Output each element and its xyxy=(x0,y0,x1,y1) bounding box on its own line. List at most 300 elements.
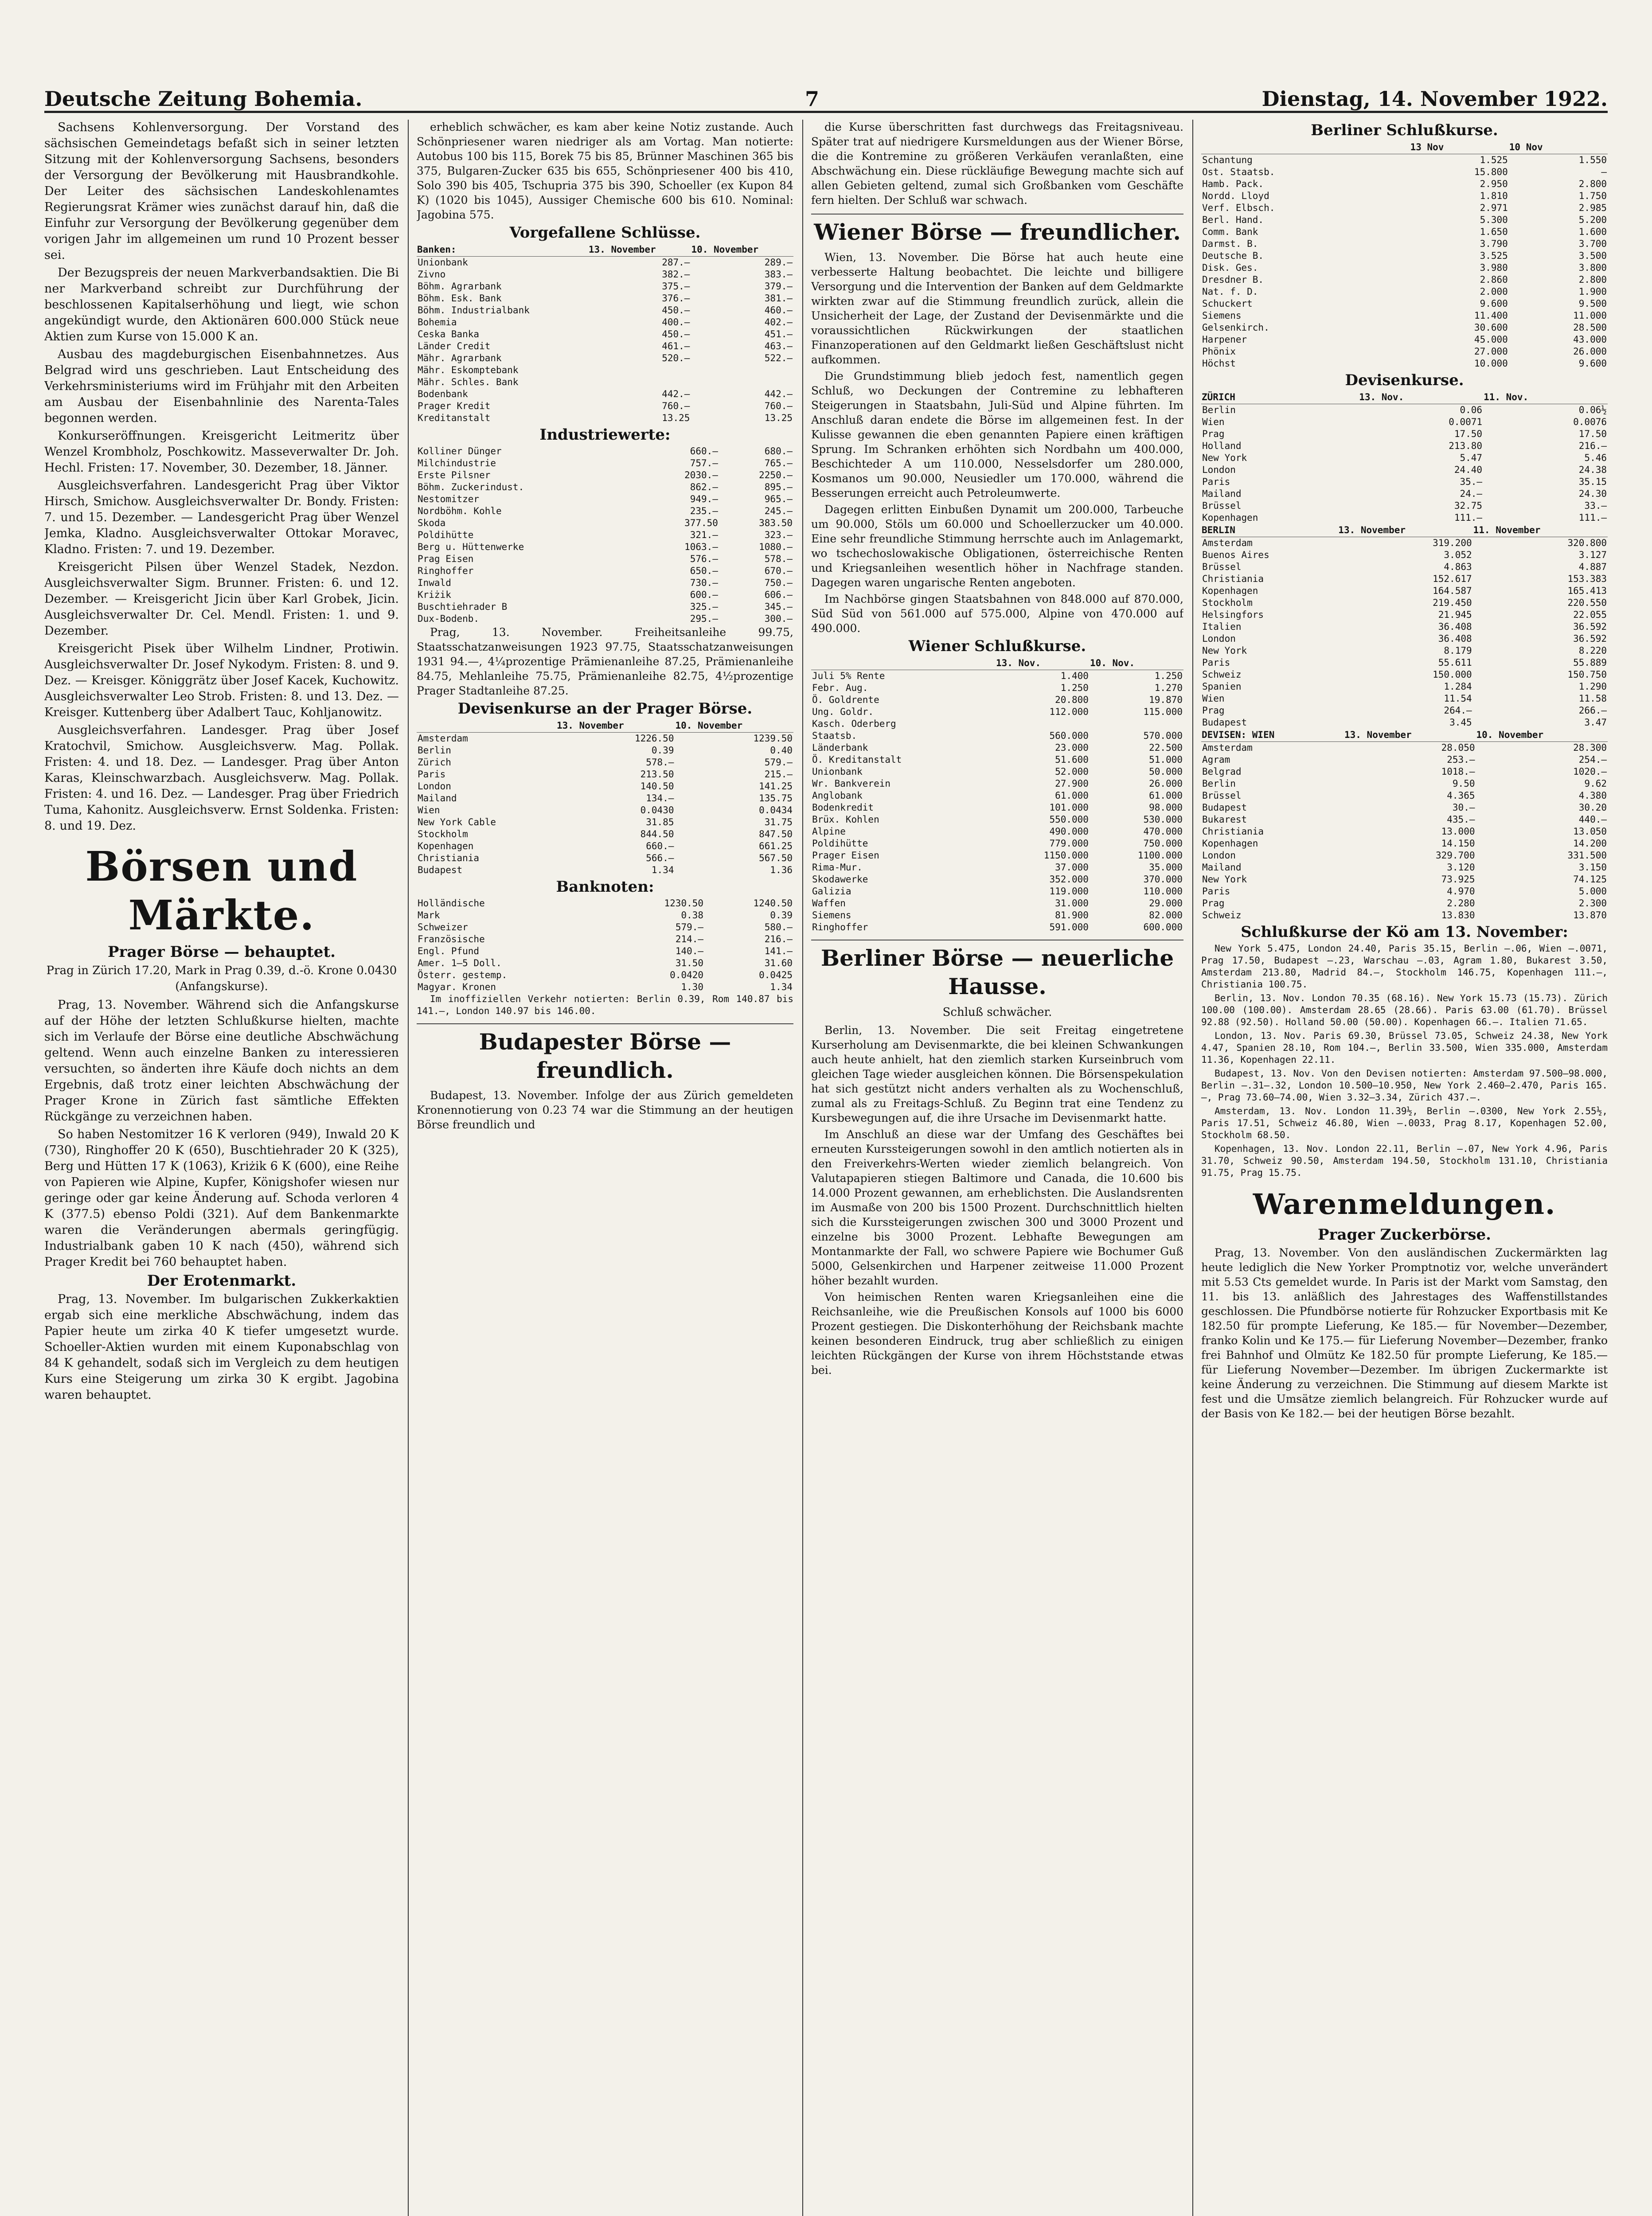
column-3 xyxy=(811,120,1183,2216)
row-value: 578.— xyxy=(764,554,793,564)
row-label: Bodenbank xyxy=(418,389,468,399)
row-value: 61.000 xyxy=(1149,790,1183,801)
row-label: Berlin xyxy=(1202,778,1236,789)
row-value: 1.550 xyxy=(1578,155,1607,165)
row-label: Schweiz xyxy=(1202,910,1242,921)
table-row xyxy=(1201,549,1608,561)
prag-boerse-subtitle: Prag in Zürich 17.20, Mark in Prag 0.39, d.-ö. Krone 0.0430 (Anfangskurse). xyxy=(46,964,397,993)
table-row xyxy=(417,816,793,828)
row-value: 1.36 xyxy=(770,865,793,875)
row-value: 670.— xyxy=(764,566,793,576)
row-value: 576.— xyxy=(690,554,718,564)
row-value: 0.06½ xyxy=(1578,405,1607,415)
row-value xyxy=(691,364,793,376)
row-label: Helsingfors xyxy=(1202,609,1264,620)
table-header: 10. Nov. xyxy=(1090,657,1183,670)
row-value: 5.200 xyxy=(1578,215,1607,225)
article-paragraph: Kreisgericht Pisek über Wilhelm Lindner, Protiwin. Ausgleichsverwalter Dr. Josef Nykodym. Fristen: 8. und 9. Dez. — Kreisger. Königgrätz über Josef Kacek, Kuchowitz. Ausgleichsverwalter Leo Strob. Fristen: 8. und 13. Dez. — Kreisger. Kuttenberg über Adalbert Tauc, Kohljanowitz. xyxy=(44,642,399,719)
row-value: 9.62 xyxy=(1584,778,1607,789)
row-value: 2.950 xyxy=(1480,179,1508,189)
prag-boerse-title: Prager Börse — behauptet. xyxy=(108,943,336,961)
row-value: 141.— xyxy=(764,946,793,956)
row-value: 352.000 xyxy=(1049,874,1089,885)
row-value xyxy=(588,364,691,376)
table-row xyxy=(1201,573,1608,585)
row-value: 13.870 xyxy=(1573,910,1607,921)
row-value: 43.000 xyxy=(1573,334,1607,345)
market-report: Berlin, 13. Nov. London 70.35 (68.16). New York 15.73 (15.73). Zürich 100.00 (100.00). Amsterdam 28.65 (28.66). Paris 63.00 (61.70). Brüssel 92.88 (92.50). Holland 50.00 (50.00). Kopenhagen 66.—. Italien 71.65. xyxy=(1201,993,1608,1027)
row-label: Wien xyxy=(1202,693,1225,704)
row-label: Wien xyxy=(1202,417,1225,427)
row-value: 45.000 xyxy=(1474,334,1508,345)
row-value: 3.127 xyxy=(1578,550,1607,560)
row-label: Dresdner B. xyxy=(1202,274,1264,285)
table-row xyxy=(1201,178,1608,190)
row-label: London xyxy=(1202,633,1236,644)
table-row xyxy=(417,340,793,352)
row-label: Mähr. Agrarbank xyxy=(418,353,502,363)
row-value: 55.889 xyxy=(1573,657,1607,668)
row-label: Bohemia xyxy=(418,317,457,328)
table-row xyxy=(417,864,793,876)
row-value: 11.54 xyxy=(1444,693,1472,704)
row-value: 26.000 xyxy=(1149,778,1183,789)
row-value: 377.50 xyxy=(684,518,718,528)
table-row xyxy=(1201,633,1608,645)
table-row xyxy=(1201,897,1608,909)
table-row xyxy=(417,745,793,757)
table-row xyxy=(417,565,793,577)
row-value: 376.— xyxy=(662,293,690,304)
table-row xyxy=(417,505,793,517)
row-value: 460.— xyxy=(764,305,793,316)
table-row xyxy=(1201,190,1608,202)
row-label: Christiania xyxy=(418,853,480,863)
row-value: 37.000 xyxy=(1055,862,1089,873)
row-value: 51.000 xyxy=(1149,754,1183,765)
table-row xyxy=(811,670,1183,683)
row-value: 11.58 xyxy=(1578,693,1607,704)
row-value: 73.925 xyxy=(1441,874,1475,885)
row-value: 1226.50 xyxy=(634,733,674,744)
row-value: 150.750 xyxy=(1567,669,1607,680)
row-value: 140.50 xyxy=(640,781,674,792)
row-value: 289.— xyxy=(764,257,793,268)
row-label: Stockholm xyxy=(418,829,468,839)
table-row xyxy=(1201,488,1608,500)
row-value: 1080.— xyxy=(759,542,793,552)
table-row xyxy=(417,445,793,457)
row-value: 213.50 xyxy=(640,769,674,780)
row-value: 245.— xyxy=(764,506,793,516)
article-paragraph: Ausbau des magdeburgischen Eisenbahnnetzes. Aus Belgrad wird uns geschrieben. Laut Entscheidung des Verkehrsministeriums wird im Frühjahr mit den Arbeiten am Ausbau der Eisenbahnlinie des Narenta-Tales begonnen werden. xyxy=(44,347,399,425)
banknoten-title: Banknoten: xyxy=(556,878,654,896)
row-value: 1230.50 xyxy=(664,898,704,909)
section-title: Börsen und Märkte. xyxy=(85,843,358,939)
row-value: 14.200 xyxy=(1573,838,1607,849)
row-value: 0.39 xyxy=(651,745,674,756)
row-label: Anglobank xyxy=(812,790,863,801)
row-value: 153.383 xyxy=(1567,574,1607,584)
row-value: 22.055 xyxy=(1573,609,1607,620)
row-label: Schantung xyxy=(1202,155,1253,165)
row-label: Kopenhagen xyxy=(418,841,474,851)
row-value: 17.50 xyxy=(1578,429,1607,439)
row-label: Galizia xyxy=(812,886,851,897)
row-value: 110.000 xyxy=(1143,886,1183,897)
row-value: 463.— xyxy=(764,341,793,351)
row-value: 375.— xyxy=(662,281,690,292)
row-value: 383.— xyxy=(764,269,793,280)
table-row xyxy=(417,909,793,921)
table-row xyxy=(1201,346,1608,358)
table-row xyxy=(1201,814,1608,826)
table-row xyxy=(1201,597,1608,609)
row-value: 112.000 xyxy=(1049,706,1089,717)
row-label: Brüx. Kohlen xyxy=(812,814,879,825)
table-row xyxy=(417,981,793,993)
column-rule xyxy=(1192,120,1193,2216)
row-value: 965.— xyxy=(764,494,793,504)
row-value: 1.750 xyxy=(1578,191,1607,201)
row-value: 3.525 xyxy=(1480,250,1508,261)
row-label: Nestomitzer xyxy=(418,494,480,504)
table-row xyxy=(417,945,793,957)
row-value: 9.600 xyxy=(1480,298,1508,309)
table-header: DEVISEN: WIEN xyxy=(1201,729,1344,742)
article-paragraph: Von heimischen Renten waren Kriegsanleihen eine die Reichsanleihe, wie die Preußischen Konsols auf 1000 bis 6000 Prozent gestiegen. Die Diskonterhöhung der Reichsbank machte keinen besonderen Eindruck, trug aber schließlich zu einigen leichten Rückgängen der Kurse von ihrem Höchststande etwas bei. xyxy=(811,1291,1183,1377)
row-label: Budapest xyxy=(418,865,463,875)
row-label: Amsterdam xyxy=(1202,538,1253,548)
row-value: 98.000 xyxy=(1149,802,1183,813)
row-label: Christiania xyxy=(1202,826,1264,837)
row-label: Poldihütte xyxy=(812,838,868,849)
row-label: Länder Credit xyxy=(418,341,491,351)
zuerich-table xyxy=(1201,391,1608,524)
row-value: 2.000 xyxy=(1480,286,1508,297)
row-label: Schweizer xyxy=(418,922,468,932)
berlin-devisen-table xyxy=(1201,524,1608,729)
row-label: Rima-Mur. xyxy=(812,862,863,873)
table-row xyxy=(811,706,1183,718)
row-label: Kasch. Oderberg xyxy=(812,718,896,729)
row-label: New York xyxy=(1202,645,1247,656)
row-value: 33.— xyxy=(1584,500,1607,511)
row-label: London xyxy=(1202,464,1236,475)
row-value: 578.— xyxy=(646,757,674,768)
row-value: 1.284 xyxy=(1444,681,1472,692)
row-value: 0.0430 xyxy=(640,805,674,815)
row-value: 1.30 xyxy=(681,982,704,992)
row-value: 4.970 xyxy=(1447,886,1475,897)
row-value: 4.863 xyxy=(1444,562,1472,572)
wiener-boerse-title: Wiener Börse — freundlicher. xyxy=(811,214,1183,246)
row-value: 50.000 xyxy=(1149,766,1183,777)
row-label: Poldihütte xyxy=(418,530,474,540)
row-value: 2250.— xyxy=(759,470,793,480)
table-row xyxy=(1201,874,1608,886)
row-value: 36.408 xyxy=(1438,633,1472,644)
row-value: 345.— xyxy=(764,601,793,612)
row-value: 522.— xyxy=(764,353,793,363)
table-row xyxy=(1201,404,1608,417)
table-header: 13. November xyxy=(1338,524,1472,537)
row-label: Skoda xyxy=(418,518,446,528)
row-label: Brüssel xyxy=(1202,500,1242,511)
table-row xyxy=(417,529,793,541)
row-value: 1.34 xyxy=(770,982,793,992)
row-value: 1018.— xyxy=(1441,766,1475,777)
table-row xyxy=(811,682,1183,694)
article-paragraph: Ausgleichsverfahren. Landesgericht Prag über Viktor Hirsch, Smichow. Ausgleichsverwalter Dr. Bondy. Fristen: 7. und 15. Dezember. — Landesgericht Prag über Wenzel Jemka, Kladno. Ausgleichsverwalter Ottokar Moravec, Kladno. Fristen: 7. und 19. Dezember. xyxy=(44,479,399,556)
row-value: 660.— xyxy=(646,841,674,851)
row-value: 295.— xyxy=(690,613,718,624)
row-value: 22.500 xyxy=(1149,742,1183,753)
row-value: 27.000 xyxy=(1474,346,1508,357)
row-value: 235.— xyxy=(690,506,718,516)
table-header: BERLIN xyxy=(1201,524,1338,537)
table-header xyxy=(417,719,556,733)
row-label: Bukarest xyxy=(1202,814,1247,825)
table-row xyxy=(811,814,1183,826)
table-row xyxy=(1201,274,1608,286)
table-row xyxy=(1201,512,1608,524)
row-value: 4.380 xyxy=(1578,790,1607,801)
table-row xyxy=(1201,500,1608,512)
row-label: Ost. Staatsb. xyxy=(1202,167,1275,177)
article-paragraph: Wien, 13. November. Die Börse hat auch heute eine verbesserte Haltung beobachtet. Die leichte und billigere Versorgung und die Intervention der Banken auf dem Geldmarkte wirkten zwar auf die Stimmung freundlich zurück, allein die Unsicherheit der Lage, der Zustand der Devisenmärkte und die voraussichtlichen Rückwirkungen der staatlichen Finanzoperationen auf den Geldmarkt ließen Geschäftslust nicht aufkommen. xyxy=(811,251,1183,366)
table-header: 13. November xyxy=(588,243,691,257)
table-row xyxy=(811,921,1183,933)
row-value: 461.— xyxy=(662,341,690,351)
row-value: 31.85 xyxy=(646,817,674,827)
row-value: 51.600 xyxy=(1055,754,1089,765)
row-value: 35.000 xyxy=(1149,862,1183,873)
row-label: Milchindustrie xyxy=(418,458,496,468)
row-value: 490.000 xyxy=(1049,826,1089,837)
row-value: 1100.000 xyxy=(1137,850,1183,861)
row-label: Comm. Bank xyxy=(1202,226,1258,237)
row-value: 1.250 xyxy=(1154,671,1183,681)
table-row xyxy=(1201,609,1608,621)
row-value: 1020.— xyxy=(1573,766,1607,777)
table-row xyxy=(417,780,793,792)
row-value: 0.06 xyxy=(1460,405,1483,415)
row-label: Holländische xyxy=(418,898,485,909)
row-value: 21.945 xyxy=(1438,609,1472,620)
row-label: Ö. Kreditanstalt xyxy=(812,754,902,765)
row-value: 19.870 xyxy=(1149,694,1183,705)
table-row xyxy=(417,828,793,840)
row-value: 1.810 xyxy=(1480,191,1508,201)
row-label: Italien xyxy=(1202,621,1242,632)
row-label: Stockholm xyxy=(1202,597,1253,608)
row-label: Länderbank xyxy=(812,742,868,753)
wiener-schlusskurse-title: Wiener Schlußkurse. xyxy=(908,637,1086,655)
row-value: 402.— xyxy=(764,317,793,328)
table-row xyxy=(1201,717,1608,729)
row-value: 9.600 xyxy=(1578,358,1607,369)
row-value: 13.050 xyxy=(1573,826,1607,837)
table-row xyxy=(811,886,1183,897)
row-value: 383.50 xyxy=(759,518,793,528)
row-label: Amsterdam xyxy=(418,733,468,744)
row-label: Paris xyxy=(1202,886,1230,897)
table-row xyxy=(417,577,793,589)
table-row xyxy=(417,733,793,745)
table-row xyxy=(1201,334,1608,346)
row-value: 730.— xyxy=(690,577,718,588)
row-value: 8.179 xyxy=(1444,645,1472,656)
table-row xyxy=(1201,452,1608,464)
row-value: 1.34 xyxy=(651,865,674,875)
row-value: 566.— xyxy=(646,853,674,863)
row-value: 31.000 xyxy=(1055,898,1089,909)
article-paragraph: So haben Nestomitzer 16 K verloren (949), Inwald 20 K (730), Ringhoffer 20 K (650), Buschtiehrader 20 K (325), Berg und Hütten 17 K (1063), Kriżik 6 K (600), eine Reihe von Papieren wie Alpine, Kupfer, Königshofer wiesen nur geringe oder gar keine Änderung auf. Schoda verloren 4 K (377.5) ebenso Poldi (321). Auf dem Bankenmarkte waren die Veränderungen abermals geringfügig. Industrialbank gaben 10 K nach (450), während sich Prager Kredit bei 760 behauptet haben. xyxy=(44,1128,399,1269)
table-row xyxy=(1201,838,1608,850)
row-label: Alpine xyxy=(812,826,846,837)
row-value: 30.600 xyxy=(1474,322,1508,333)
row-value: 81.900 xyxy=(1055,910,1089,921)
row-value: 579.— xyxy=(764,757,793,768)
row-label: New York Cable xyxy=(418,817,496,827)
row-value: 10.000 xyxy=(1474,358,1508,369)
row-value: 895.— xyxy=(764,482,793,492)
row-label: Unionbank xyxy=(812,766,863,777)
erotenmarkt-title: Der Erotenmarkt. xyxy=(147,1272,297,1290)
table-row xyxy=(417,293,793,304)
row-value: 1.900 xyxy=(1578,286,1607,297)
berliner-schlusskurse-table xyxy=(1201,141,1608,370)
table-row xyxy=(1201,669,1608,681)
row-value: 5.46 xyxy=(1584,453,1607,463)
row-value: 3.45 xyxy=(1449,717,1472,728)
row-value: 1239.50 xyxy=(753,733,793,744)
row-label: Juli 5% Rente xyxy=(812,671,885,681)
row-value: 214.— xyxy=(675,934,704,944)
table-row xyxy=(1201,298,1608,310)
row-label: Waffen xyxy=(812,898,846,909)
article-paragraph: Ausgleichsverfahren. Landesger. Prag über Josef Kratochvil, Smichow. Ausgleichsverw. Mag. Pollak. Fristen: 4. und 18. Dez. — Landesger. Prag über Anton Karas, Kleinschwarzbach. Ausgleichsverw. Mag. Pollak. Fristen: 4. und 16. Dez. — Landesger. Prag über Friedrich Tuma, Kahonitz. Ausgleichsverw. Ernst Soldenka. Fristen: 8. und 19. Dez. xyxy=(44,723,399,833)
row-value: 24.40 xyxy=(1454,464,1483,475)
row-value: 765.— xyxy=(764,458,793,468)
wiener-schlusskurse-table xyxy=(811,657,1183,933)
article-paragraph: Budapest, 13. November. Infolge der aus Zürich gemeldeten Kronennotierung von 0.23 74 war die Stimmung an der heutigen Börse freundlich und xyxy=(417,1089,793,1131)
table-row xyxy=(1201,286,1608,298)
table-header: 13 Nov xyxy=(1410,141,1509,154)
row-label: Zivno xyxy=(418,269,446,280)
article-paragraph: Prag, 13. November. Freiheitsanleihe 99.75, Staatsschatzanweisungen 1923 97.75, Staatsschatzanweisungen 1931 94.—, 4¼prozentige Prämienanleihe 87.25, Prämienanleihe 84.75, Mehlanleihe 75.75, Prämienanleihe 82.75, 4½prozentige Prager Stadtanleihe 87.25. xyxy=(417,626,793,697)
article-paragraph: Der Bezugspreis der neuen Markverbandsaktien. Die Bi ner Markverband schreibt zur Durchführung der beschlossenen Kapitalserhöhung und liegt, wie schon angekündigt wurde, den Aktionären 600.000 Stück neue Aktien zum Kurse von 15.000 K an. xyxy=(44,266,399,343)
row-value: 450.— xyxy=(662,329,690,339)
row-value: 32.75 xyxy=(1454,500,1483,511)
row-value: 215.— xyxy=(764,769,793,780)
table-row xyxy=(417,388,793,400)
table-row xyxy=(1201,464,1608,476)
article-paragraph: Im Nachbörse gingen Staatsbahnen von 848.000 auf 870.000, Süd Süd von 561.000 auf 575.000, Alpine von 470.000 auf 490.000. xyxy=(811,593,1183,635)
table-row xyxy=(811,897,1183,909)
row-value: 52.000 xyxy=(1055,766,1089,777)
table-row xyxy=(417,328,793,340)
row-value: 36.592 xyxy=(1573,621,1607,632)
row-label: Prag xyxy=(1202,705,1225,716)
row-value: 31.75 xyxy=(764,817,793,827)
table-row xyxy=(1201,826,1608,838)
table-header: 13. Nov. xyxy=(1359,391,1483,404)
row-label: Mark xyxy=(418,910,440,921)
page-number: 7 xyxy=(805,87,819,111)
table-row xyxy=(417,613,793,625)
table-row xyxy=(1201,358,1608,370)
table-row xyxy=(1201,657,1608,669)
row-label: Ceska Banka xyxy=(418,329,480,339)
banknoten-table xyxy=(417,897,793,993)
row-value: 321.— xyxy=(690,530,718,540)
table-row xyxy=(417,553,793,565)
row-label: Christiania xyxy=(1202,574,1264,584)
table-row xyxy=(417,281,793,293)
row-value: 606.— xyxy=(764,589,793,600)
row-value: 31.60 xyxy=(764,958,793,968)
table-header: Banken: xyxy=(417,243,588,257)
article-paragraph: Im Anschluß an diese war der Umfang des Geschäftes bei erneuten Kurssteigerungen sowohl in den amtlich notierten als in den Freiverkehrs-Werten wieder ziemlich belangreich. Von Valutapapieren stiegen Baltimore und Canada, die 10.600 bis 14.000 Prozent gewannen, am erheblichsten. Die Auslandsrenten im Ausmaße von 200 bis 1500 Prozent. Durchschnittlich hielten sich die Kurssteigerungen zwischen 300 und 3000 Prozent und einzelne bis 3000 Prozent. Lebhafte Bewegungen am Montanmarkte der Fall, wo schwere Papiere wie Bochumer Guß 5000, Gelsenkirchen und Harpener zeitweise 11.000 Prozent höher bezahlt wurden. xyxy=(811,1128,1183,1287)
row-label: Unionbank xyxy=(418,257,468,268)
row-value: 29.000 xyxy=(1149,898,1183,909)
table-header: 13. November xyxy=(556,719,675,733)
row-value: 470.000 xyxy=(1143,826,1183,837)
row-label: Ung. Goldr. xyxy=(812,706,874,717)
table-row xyxy=(811,718,1183,730)
row-value: 0.0434 xyxy=(759,805,793,815)
row-value: 661.25 xyxy=(759,841,793,851)
table-row xyxy=(1201,226,1608,238)
row-value: 400.— xyxy=(662,317,690,328)
row-value: 31.50 xyxy=(675,958,704,968)
row-label: Amsterdam xyxy=(1202,742,1253,753)
row-label: Mähr. Eskomptebank xyxy=(418,365,519,375)
row-value: 13.25 xyxy=(764,413,793,423)
row-value: 27.900 xyxy=(1055,778,1089,789)
table-row xyxy=(811,766,1183,778)
table-row xyxy=(1201,416,1608,428)
row-value: 219.450 xyxy=(1433,597,1472,608)
industrie-table xyxy=(417,445,793,625)
row-value: 2.860 xyxy=(1480,274,1508,285)
issue-date: Dienstag, 14. November 1922. xyxy=(1261,87,1608,111)
row-value: 5.47 xyxy=(1460,453,1483,463)
row-value: 1.400 xyxy=(1060,671,1089,681)
table-row xyxy=(811,730,1183,742)
row-value: 0.0420 xyxy=(670,970,704,980)
table-row xyxy=(811,874,1183,886)
row-label: Kreditanstalt xyxy=(418,413,491,423)
row-value: 0.39 xyxy=(770,910,793,921)
table-row xyxy=(811,850,1183,862)
row-value: 530.000 xyxy=(1143,814,1183,825)
row-value: 3.150 xyxy=(1578,862,1607,873)
article-paragraph: Konkurseröffnungen. Kreisgericht Leitmeritz über Wenzel Krombholz, Poschkowitz. Masseverwalter Dr. Joh. Hechl. Fristen: 17. November, 30. Dezember, 18. Jänner. xyxy=(44,429,399,475)
row-label: Böhm. Industrialbank xyxy=(418,305,530,316)
row-value: 134.— xyxy=(646,793,674,804)
row-label: Spanien xyxy=(1202,681,1242,692)
wien-devisen-table xyxy=(1201,729,1608,921)
table-row xyxy=(811,909,1183,921)
row-value: 61.000 xyxy=(1055,790,1089,801)
market-report: Kopenhagen, 13. Nov. London 22.11, Berlin —.07, New York 4.96, Paris 31.70, Schweiz 90.50, Amsterdam 194.50, Stockholm 131.10, Christiania 91.75, Prag 15.75. xyxy=(1201,1143,1608,1178)
row-value: 5.000 xyxy=(1578,886,1607,897)
row-label: Nordd. Lloyd xyxy=(1202,191,1269,201)
row-value: 2.300 xyxy=(1578,898,1607,909)
